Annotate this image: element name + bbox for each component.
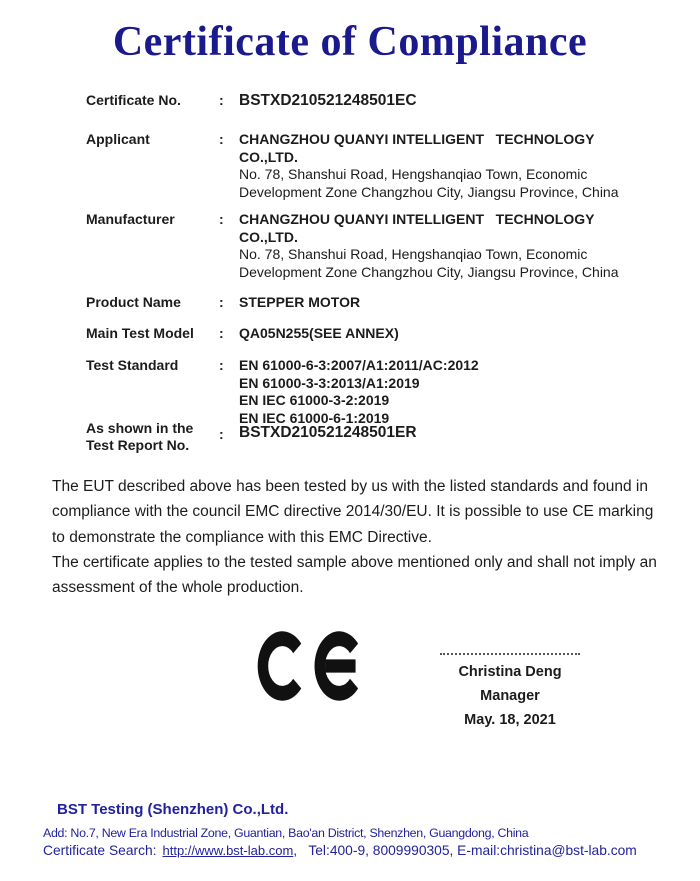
applicant-company-line1: CHANGZHOU QUANYI INTELLIGENT TECHNOLOGY [239, 131, 595, 147]
certificate-no-value: BSTXD210521248501EC [239, 92, 417, 109]
certificate-search-link[interactable]: http://www.bst-lab.com [162, 843, 294, 858]
test-standard-value [239, 357, 649, 427]
test-report-label-line2: Test Report No. [86, 437, 190, 453]
statement-paragraph-2: The certificate applies to the tested sample above mentioned only and shall not imply an assessment of the whole production. [52, 553, 657, 597]
manufacturer-value [239, 211, 649, 281]
field-separator: : [219, 211, 224, 227]
applicant-address-line2: Development Zone Changzhou City, Jiangsu Province, China [239, 183, 619, 200]
page-title: Certificate of Compliance [112, 19, 588, 65]
product-name-value: STEPPER MOTOR [239, 294, 361, 310]
field-separator: : [219, 357, 224, 373]
statement-paragraph-1: The EUT described above has been tested by us with the listed standards and found in compliance with the council EMC directive 2014/30/EU. It is possible to use CE marking to demonstrate the compliance with this EMC Directive. [52, 478, 654, 546]
field-separator: : [219, 131, 224, 147]
test-standard-label: Test Standard [86, 357, 179, 373]
signature-dotted-line [440, 653, 580, 655]
certificate-search-label: Certificate Search: [43, 843, 157, 858]
test-standard-line: EN 61000-3-3:2013/A1:2019 [239, 374, 420, 391]
main-test-model-value: QA05N255(SEE ANNEX) [239, 325, 399, 341]
test-report-label-line1: As shown in the [86, 420, 194, 436]
product-name-label: Product Name [86, 294, 181, 310]
field-separator: : [219, 294, 224, 310]
field-separator: : [219, 426, 224, 442]
manufacturer-address-line2: Development Zone Changzhou City, Jiangsu Province, China [239, 263, 619, 280]
test-standard-line: EN IEC 61000-6-1:2019 [239, 409, 390, 426]
footer-company-name: BST Testing (Shenzhen) Co.,Ltd. [57, 801, 289, 818]
signature-block [416, 653, 604, 732]
test-standard-line: EN 61000-6-3:2007/A1:2011/AC:2012 [239, 357, 479, 373]
manufacturer-label: Manufacturer [86, 211, 175, 227]
manufacturer-company-line1: CHANGZHOU QUANYI INTELLIGENT TECHNOLOGY [239, 211, 595, 227]
applicant-company-line2: CO.,LTD. [239, 148, 298, 165]
field-separator: : [219, 325, 224, 341]
manufacturer-company-line2: CO.,LTD. [239, 228, 298, 245]
test-report-value: BSTXD210521248501ER [239, 424, 417, 441]
signatory-name: Christina Deng [458, 664, 562, 680]
signatory-role: Manager [480, 688, 540, 704]
test-report-label [86, 420, 226, 454]
applicant-address-line1: No. 78, Shanshui Road, Hengshanqiao Town, Economic [239, 166, 588, 183]
applicant-label: Applicant [86, 131, 150, 147]
certificate-no-label: Certificate No. [86, 92, 181, 108]
manufacturer-address-line1: No. 78, Shanshui Road, Hengshanqiao Town, Economic [239, 246, 588, 263]
footer-contact-info: , Tel:400-9, 8009990305, E-mail:christina@bst-lab.com [293, 843, 637, 858]
footer-address: Add: No.7, New Era Industrial Zone, Guantian, Bao'an District, Shenzhen, Guangdong, China [43, 826, 529, 840]
applicant-value [239, 131, 649, 201]
ce-mark [256, 627, 360, 705]
ce-mark-icon [256, 627, 360, 705]
signature-date: May. 18, 2021 [464, 712, 556, 728]
compliance-statement [52, 474, 668, 600]
main-test-model-label: Main Test Model [86, 325, 194, 341]
field-separator: : [219, 92, 224, 108]
test-standard-line: EN IEC 61000-3-2:2019 [239, 392, 390, 409]
footer-search-line [43, 843, 637, 858]
